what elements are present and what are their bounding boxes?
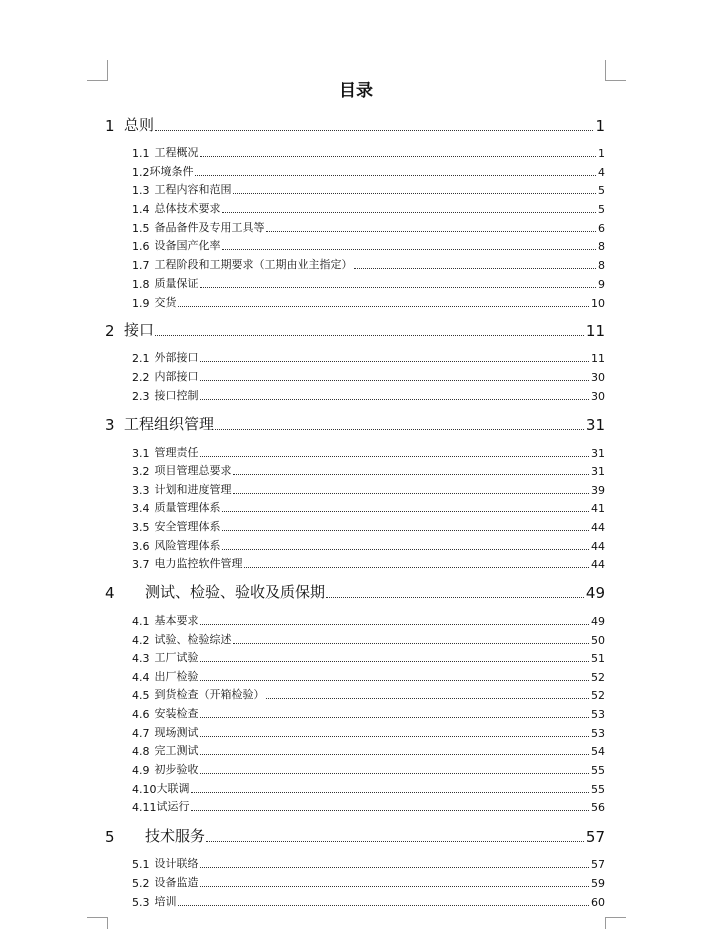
toc-entry-label: 安全管理体系 [154, 520, 221, 533]
toc-section-entry[interactable] [132, 220, 605, 235]
toc-entry-page-number: 6 [598, 222, 605, 235]
toc-dot-leader [266, 698, 590, 699]
toc-entry-number: 1.7 [132, 259, 150, 272]
toc-entry-label: 接口 [124, 321, 155, 339]
toc-section-entry[interactable] [132, 799, 605, 814]
toc-entry-page-number: 10 [591, 297, 605, 310]
toc-dot-leader [215, 429, 584, 430]
toc-entry-page-number: 54 [591, 745, 605, 758]
toc-entry-page-number: 56 [591, 801, 605, 814]
toc-entry-number: 3 [105, 416, 115, 434]
toc-entry-page-number: 51 [591, 652, 605, 665]
toc-entry-page-number: 57 [591, 858, 605, 871]
toc-section-entry[interactable] [132, 182, 605, 197]
toc-dot-leader [233, 643, 590, 644]
toc-chapter-entry[interactable] [105, 414, 605, 434]
toc-entry-label: 到货检查（开箱检验） [154, 688, 265, 701]
toc-section-entry[interactable] [132, 875, 605, 890]
toc-entry-number: 3.5 [132, 521, 150, 534]
toc-entry-page-number: 30 [591, 371, 605, 384]
toc-entry-page-number: 44 [591, 540, 605, 553]
toc-entry-page-number: 53 [591, 727, 605, 740]
toc-dot-leader [200, 867, 590, 868]
toc-dot-leader [200, 886, 590, 887]
toc-section-entry[interactable] [132, 350, 605, 365]
toc-entry-page-number: 57 [585, 828, 605, 846]
toc-section-entry[interactable] [132, 725, 605, 740]
toc-section-entry[interactable] [132, 650, 605, 665]
toc-dot-leader [200, 680, 590, 681]
toc-entry-page-number: 41 [591, 502, 605, 515]
toc-section-entry[interactable] [132, 632, 605, 647]
toc-entry-label: 接口控制 [154, 389, 199, 402]
toc-entry-page-number: 8 [598, 259, 605, 272]
toc-entry-label: 试验、检验综述 [154, 633, 232, 646]
toc-entry-page-number: 31 [591, 447, 605, 460]
page-corner-mark-bottom-right [605, 917, 626, 929]
toc-entry-number: 2.3 [132, 390, 150, 403]
toc-dot-leader [200, 736, 590, 737]
toc-entry-label: 大联调 [156, 782, 190, 795]
toc-dot-leader [200, 399, 590, 400]
toc-entry-page-number: 55 [591, 783, 605, 796]
toc-entry-page-number: 8 [598, 240, 605, 253]
toc-entry-page-number: 5 [598, 184, 605, 197]
toc-entry-label: 基本要求 [154, 614, 199, 627]
toc-dot-leader [222, 511, 590, 512]
toc-entry-number: 3.6 [132, 540, 150, 553]
toc-section-entry[interactable] [132, 706, 605, 721]
toc-entry-number: 1.9 [132, 297, 150, 310]
toc-entry-label: 工程概况 [154, 146, 199, 159]
toc-section-entry[interactable] [132, 164, 605, 179]
toc-entry-number: 4.1 [132, 615, 150, 628]
toc-entry-label: 试运行 [156, 800, 190, 813]
toc-entry-number: 2.2 [132, 371, 150, 384]
toc-entry-number: 1.4 [132, 203, 150, 216]
toc-entry-label: 安装检查 [154, 707, 199, 720]
toc-section-entry[interactable] [132, 238, 605, 253]
toc-entry-number: 5.1 [132, 858, 150, 871]
toc-entry-label: 备品备件及专用工具等 [154, 221, 265, 234]
toc-entry-label: 总体技术要求 [154, 202, 221, 215]
toc-section-entry[interactable] [132, 556, 605, 571]
toc-entry-page-number: 31 [585, 416, 605, 434]
toc-entry-number: 4.11 [132, 801, 157, 814]
toc-dot-leader [200, 287, 597, 288]
page-corner-mark-top-left [87, 60, 108, 81]
toc-entry-number: 3.1 [132, 447, 150, 460]
toc-entry-page-number: 59 [591, 877, 605, 890]
toc-entry-label: 项目管理总要求 [154, 464, 232, 477]
toc-entry-label: 风险管理体系 [154, 539, 221, 552]
toc-dot-leader [222, 212, 597, 213]
toc-entry-label: 管理责任 [154, 446, 199, 459]
toc-entry-label: 测试、检验、验收及质保期 [145, 583, 326, 601]
toc-entry-page-number: 52 [591, 671, 605, 684]
toc-section-entry[interactable] [132, 519, 605, 534]
toc-entry-number: 4.7 [132, 727, 150, 740]
toc-section-entry[interactable] [132, 687, 605, 702]
toc-dot-leader [155, 335, 584, 336]
toc-entry-number: 4.8 [132, 745, 150, 758]
toc-entry-label: 环境条件 [149, 165, 194, 178]
toc-dot-leader [244, 567, 590, 568]
toc-section-entry[interactable] [132, 388, 605, 403]
toc-dot-leader [200, 380, 590, 381]
toc-dot-leader [155, 130, 593, 131]
toc-dot-leader [200, 361, 590, 362]
toc-entry-number: 1.6 [132, 240, 150, 253]
toc-dot-leader [326, 597, 584, 598]
toc-entry-page-number: 39 [591, 484, 605, 497]
toc-entry-number: 1.8 [132, 278, 150, 291]
toc-entry-number: 3.2 [132, 465, 150, 478]
toc-section-entry[interactable] [132, 894, 605, 909]
toc-entry-number: 3.7 [132, 558, 150, 571]
toc-entry-label: 技术服务 [145, 827, 206, 845]
toc-entry-label: 出厂检验 [154, 670, 199, 683]
toc-dot-leader [178, 905, 590, 906]
toc-chapter-entry[interactable] [105, 320, 605, 340]
toc-entry-number: 4.10 [132, 783, 157, 796]
toc-entry-label: 内部接口 [154, 370, 199, 383]
toc-section-entry[interactable] [132, 445, 605, 460]
toc-section-entry[interactable] [132, 463, 605, 478]
page-corner-mark-top-right [605, 60, 626, 81]
toc-entry-label: 外部接口 [154, 351, 199, 364]
toc-entry-label: 完工测试 [154, 744, 199, 757]
toc-section-entry[interactable] [132, 295, 605, 310]
toc-entry-page-number: 52 [591, 689, 605, 702]
toc-entry-page-number: 50 [591, 634, 605, 647]
toc-dot-leader [266, 231, 597, 232]
toc-section-entry[interactable] [132, 369, 605, 384]
toc-dot-leader [191, 792, 590, 793]
toc-entry-page-number: 31 [591, 465, 605, 478]
toc-section-entry[interactable] [132, 500, 605, 515]
toc-chapter-entry[interactable] [105, 115, 605, 135]
toc-entry-number: 5.2 [132, 877, 150, 890]
toc-entry-page-number: 49 [591, 615, 605, 628]
toc-dot-leader [206, 841, 584, 842]
toc-entry-number: 4.2 [132, 634, 150, 647]
toc-dot-leader [200, 754, 590, 755]
toc-dot-leader [195, 175, 597, 176]
toc-entry-label: 质量保证 [154, 277, 199, 290]
toc-dot-leader [191, 810, 590, 811]
toc-section-entry[interactable] [132, 201, 605, 216]
toc-entry-number: 3.4 [132, 502, 150, 515]
toc-dot-leader [354, 268, 597, 269]
toc-dot-leader [200, 156, 597, 157]
toc-entry-number: 4.9 [132, 764, 150, 777]
toc-section-entry[interactable] [132, 762, 605, 777]
toc-entry-number: 1 [105, 117, 115, 135]
toc-entry-label: 初步验收 [154, 763, 199, 776]
toc-entry-label: 设备国产化率 [154, 239, 221, 252]
toc-entry-label: 工程阶段和工期要求（工期由业主指定） [154, 258, 353, 271]
toc-section-entry[interactable] [132, 856, 605, 871]
toc-chapter-entry[interactable] [105, 826, 605, 846]
toc-entry-label: 质量管理体系 [154, 501, 221, 514]
toc-entry-page-number: 1 [595, 117, 605, 135]
toc-dot-leader [233, 493, 590, 494]
toc-section-entry[interactable] [132, 669, 605, 684]
toc-dot-leader [200, 661, 590, 662]
toc-dot-leader [200, 456, 590, 457]
toc-entry-label: 电力监控软件管理 [154, 557, 243, 570]
toc-entry-page-number: 53 [591, 708, 605, 721]
toc-entry-label: 交货 [154, 296, 177, 309]
toc-entry-page-number: 9 [598, 278, 605, 291]
toc-entry-page-number: 4 [598, 166, 605, 179]
toc-section-entry[interactable] [132, 743, 605, 758]
page-title: 目录 [339, 81, 373, 101]
toc-dot-leader [200, 773, 590, 774]
toc-entry-label: 总则 [124, 116, 155, 134]
page-corner-mark-bottom-left [87, 917, 108, 929]
toc-entry-number: 3.3 [132, 484, 150, 497]
toc-section-entry[interactable] [132, 613, 605, 628]
toc-entry-page-number: 1 [598, 147, 605, 160]
toc-entry-number: 2 [105, 322, 115, 340]
toc-dot-leader [200, 717, 590, 718]
toc-entry-label: 工厂试验 [154, 651, 199, 664]
toc-dot-leader [233, 193, 597, 194]
toc-dot-leader [178, 306, 590, 307]
toc-dot-leader [200, 624, 590, 625]
toc-entry-number: 1.3 [132, 184, 150, 197]
toc-entry-label: 设计联络 [154, 857, 199, 870]
toc-entry-label: 工程内容和范围 [154, 183, 232, 196]
toc-entry-number: 4.5 [132, 689, 150, 702]
toc-entry-number: 2.1 [132, 352, 150, 365]
toc-section-entry[interactable] [132, 781, 605, 796]
toc-entry-label: 计划和进度管理 [154, 483, 232, 496]
toc-entry-number: 4 [105, 584, 115, 602]
toc-entry-page-number: 30 [591, 390, 605, 403]
toc-entry-number: 5 [105, 828, 115, 846]
toc-dot-leader [222, 549, 590, 550]
toc-entry-label: 设备监造 [154, 876, 199, 889]
toc-chapter-entry[interactable] [105, 582, 605, 602]
toc-entry-number: 1.5 [132, 222, 150, 235]
toc-entry-page-number: 11 [591, 352, 605, 365]
toc-entry-page-number: 49 [585, 584, 605, 602]
toc-dot-leader [233, 474, 590, 475]
toc-dot-leader [222, 249, 597, 250]
toc-entry-label: 培训 [154, 895, 177, 908]
toc-entry-page-number: 5 [598, 203, 605, 216]
toc-entry-number: 4.3 [132, 652, 150, 665]
toc-section-entry[interactable] [132, 538, 605, 553]
toc-entry-number: 5.3 [132, 896, 150, 909]
toc-entry-page-number: 60 [591, 896, 605, 909]
toc-entry-number: 4.4 [132, 671, 150, 684]
toc-entry-page-number: 44 [591, 558, 605, 571]
toc-entry-page-number: 44 [591, 521, 605, 534]
toc-section-entry[interactable] [132, 257, 605, 272]
toc-entry-number: 4.6 [132, 708, 150, 721]
toc-section-entry[interactable] [132, 482, 605, 497]
toc-section-entry[interactable] [132, 145, 605, 160]
toc-entry-label: 现场测试 [154, 726, 199, 739]
toc-entry-number: 1.1 [132, 147, 150, 160]
toc-entry-label: 工程组织管理 [124, 415, 215, 433]
toc-entry-number: 1.2 [132, 166, 150, 179]
toc-section-entry[interactable] [132, 276, 605, 291]
toc-entry-page-number: 55 [591, 764, 605, 777]
toc-dot-leader [222, 530, 590, 531]
toc-entry-page-number: 11 [585, 322, 605, 340]
